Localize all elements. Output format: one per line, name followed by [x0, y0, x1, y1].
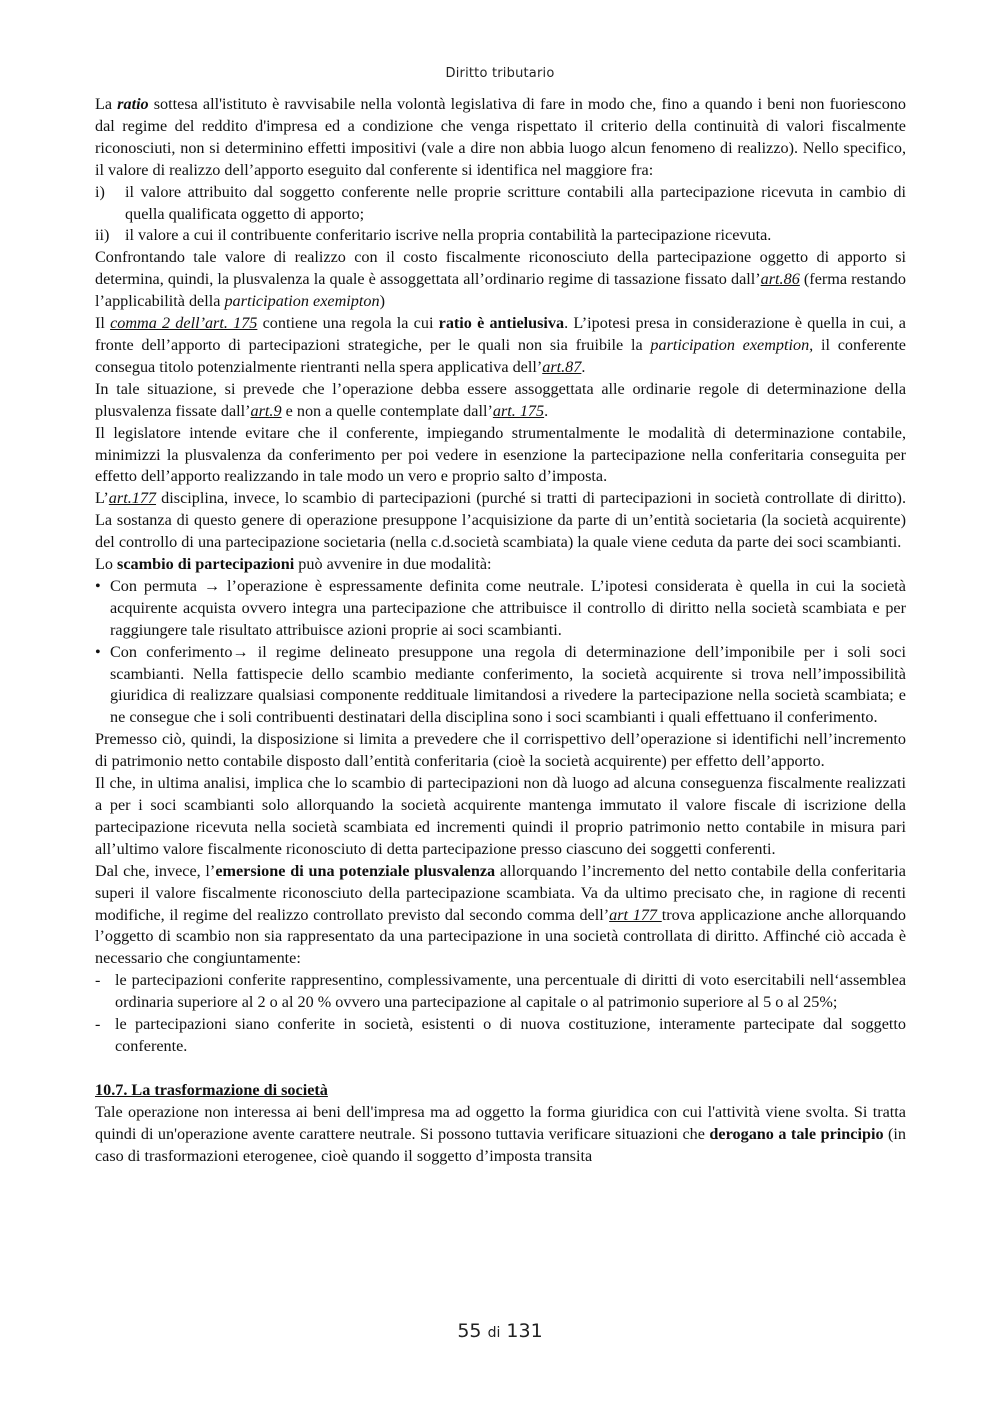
- bullet-marker: •: [95, 576, 101, 595]
- list-item: i) il valore attribuito dal soggetto conferente nelle proprie scritture contabili alla partecipazione ricevuta in cambio di quella qualificata oggetto di apporto;: [95, 182, 906, 223]
- paragraph-premesso: Premesso ciò, quindi, la disposizione si limita a prevedere che il corrispettivo dell’operazione si identifichi nell’incremento di patrimonio netto contabile disposto dall’entità conferitaria (cioè la società acquirente) per effetto dell’apporto.: [95, 730, 906, 771]
- list-item: ii) il valore a cui il contribuente conferitario iscrive nella propria contabilità la partecipazione ricevuta.: [95, 225, 906, 247]
- dash-marker: -: [95, 1015, 101, 1034]
- paragraph-trasformazione: Tale operazione non interessa ai beni dell'impresa ma ad oggetto la forma giuridica con cui l'attività viene svolta. Si tratta quindi di un'operazione avente carattere neutrale. Si possono tuttavia verificare situazioni che derogano a tale principio (in caso di trasformazioni eterogenee, cioè quando il soggetto d’imposta transita: [95, 1102, 907, 1165]
- page-separator: di: [487, 1325, 501, 1341]
- list-item: • Con permuta → l’operazione è espressamente definita come neutrale. L’ipotesi considerata è quella in cui la società acquirente acquista ovvero integra una partecipazione che attribuisce il controllo di diritto nella società scambiata e per raggiungere tale risultato attribuisce azioni proprie ai soci scambianti.: [95, 576, 906, 639]
- link-art-9[interactable]: art.9: [250, 401, 282, 420]
- link-art-177[interactable]: art.177: [108, 489, 157, 508]
- paragraph-ultima-analisi: Il che, in ultima analisi, implica che lo scambio di partecipazioni non dà luogo ad alcuna conseguenza fiscalmente realizzati a per i soci scambianti solo allorquando la società acquirente mantenga immutato il valore fiscale di iscrizione della partecipazione ricevuta nella società scambiata ed incrementi quindi il proprio patrimonio netto contabile in misura pari all’ultimo valore fiscalmente riconosciuto di detta partecipazione presso ciascuno dei soggetti conferenti.: [95, 774, 906, 858]
- page-number: [0, 1320, 1000, 1342]
- current-page: 55: [457, 1320, 482, 1342]
- paragraph-situazione: In tale situazione, si prevede che l’operazione debba essere assoggettata alle ordinarie regole di determinazione della plusvalenza fissate dall’art.9 e non a quelle contemplate dall’art. 175.: [95, 379, 906, 420]
- link-art-177-comma[interactable]: art 177: [609, 905, 662, 924]
- paragraph-art-177: L’art.177 disciplina, invece, lo scambio di partecipazioni (purché si tratti di partecipazioni in società controllate di diritto). La sostanza di questo genere di operazione presuppone l’acquisizione da parte di un’entità societaria (la società acquirente) del controllo di una partecipazione societaria (nella c.d.società scambiata) la quale viene ceduta da parte dei soci scambianti.: [95, 489, 906, 552]
- ratio-term: ratio: [117, 95, 149, 113]
- link-art-87[interactable]: art.87: [542, 357, 582, 376]
- paragraph-plusvalenza: Confrontando tale valore di realizzo con il costo fiscalmente riconosciuto della partecipazione oggetto di apporto si determina, quindi, la plusvalenza la quale è assoggettata all’ordinario regime di tassazione fissato dall’art.86 (ferma restando l’applicabilità della participation exemipton): [95, 248, 906, 311]
- bullet-list: [95, 576, 906, 729]
- paragraph-emersione: Dal che, invece, l’emersione di una potenziale plusvalenza allorquando l’incremento del netto contabile della conferitaria superi il valore fiscalmente riconosciuto della partecipazione scambiata. Va da ultimo precisato che, in ragione di recenti modifiche, il regime del realizzo controllato previsto dal secondo comma dell’art 177 trova applicazione anche allorquando l’oggetto di scambio non sia rappresentato da una partecipazione in una società controllata di diritto. Affinché ciò accada è necessario che congiuntamente:: [95, 861, 906, 968]
- link-art-175[interactable]: art. 175: [492, 401, 545, 420]
- page-content: [95, 94, 906, 1168]
- total-pages: 131: [506, 1320, 543, 1342]
- list-item: • Con conferimento→ il regime delineato presuppone una regola di determinazione dell’imponibile per i soli soci scambianti. Nella fattispecie dello scambio mediante conferimento, la società acquirente si trova nell’impossibilità giuridica di realizzare qualsiasi componente reddituale limitandosi a rivedere la partecipazione nella società scambiata; e ne consegue che i soli contribuenti destinatari della disciplina sono i soci scambianti i quali effettuano il conferimento.: [95, 642, 906, 727]
- paragraph-comma-2: Il comma 2 dell’art. 175 contiene una regola la cui ratio è antielusiva. L’ipotesi presa in considerazione è quella in cui, a fronte dell’apporto di partecipazioni strategiche, per le quali non sia fruibile la participation exemption, il conferente consegua titolo potenzialmente rientranti nella spera applicativa dell’art.87.: [95, 314, 906, 376]
- list-marker: i): [95, 182, 105, 201]
- page-header: Diritto tributario: [445, 66, 555, 81]
- dash-marker: -: [95, 971, 101, 990]
- section-heading: 10.7. La trasformazione di società: [95, 1080, 328, 1099]
- list-marker: ii): [95, 226, 110, 245]
- paragraph-scambio: Lo scambio di partecipazioni può avvenire in due modalità:: [95, 555, 492, 574]
- dash-list: [95, 970, 906, 1058]
- bullet-marker: •: [95, 642, 101, 661]
- list-item: - le partecipazioni conferite rappresentino, complessivamente, una percentuale di diritti di voto esercitabili nell‘assemblea ordinaria superiore al 2 o al 20 % ovvero una partecipazione al capitale o al patrimonio superiore al 5 o al 25%;: [95, 971, 906, 1012]
- paragraph-legislatore: Il legislatore intende evitare che il conferente, impiegando strumentalmente le modalità di determinazione contabile, minimizzi la plusvalenza da conferimento per poi vedere in esenzione la partecipazione nella conferitaria conseguita per effetto dell’apporto realizzando in tale modo un vero e proprio salto d’imposta.: [95, 423, 906, 486]
- paragraph-ratio: La ratio sottesa all'istituto è ravvisabile nella volontà legislativa di fare in modo che, fino a quando i beni non fuoriescono dal regime del reddito d'impresa ed a condizione che venga rispettato il criterio della continuità di valori fiscalmente riconosciuti, non si determinino effetti impositivi (vale a dire non abbia luogo alcun fenomeno di realizzo). Nello specifico, il valore di realizzo dell’apporto eseguito dal conferente si identifica nel maggiore fra:: [95, 95, 906, 179]
- link-art-86[interactable]: art.86: [760, 270, 800, 289]
- roman-list: [95, 182, 906, 248]
- link-comma-2-art-175[interactable]: comma 2 dell’art. 175: [110, 314, 258, 333]
- list-item: - le partecipazioni siano conferite in società, esistenti o di nuova costituzione, interamente partecipate dal soggetto conferente.: [95, 1015, 906, 1055]
